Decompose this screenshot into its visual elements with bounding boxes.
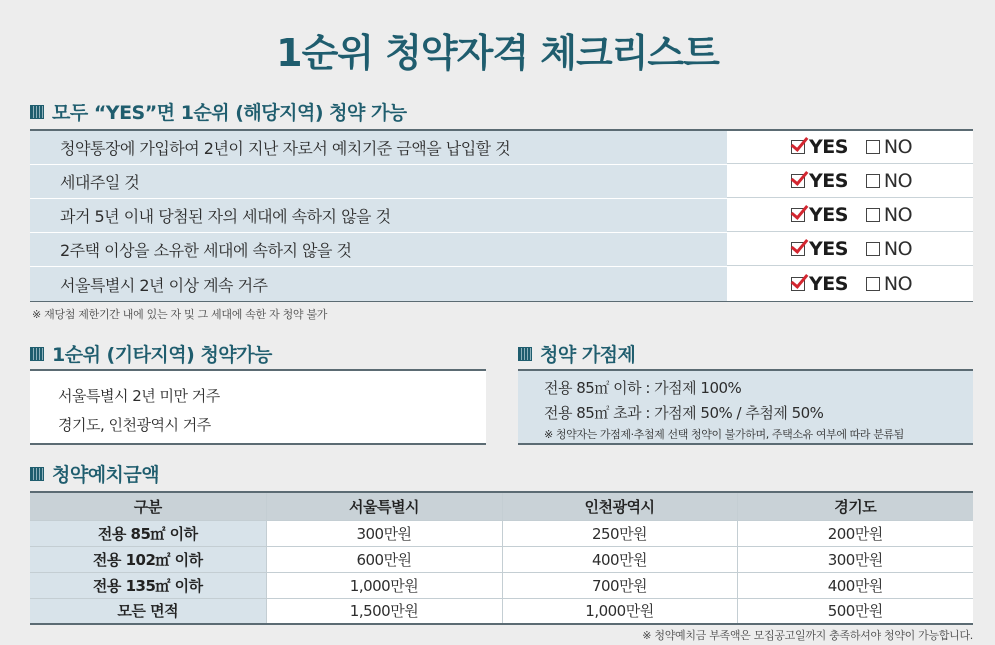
table-cell: 1,000만원 [266, 572, 502, 598]
no-checkbox-icon[interactable] [866, 208, 880, 222]
grid-square-icon [518, 347, 532, 361]
no-checkbox-icon[interactable] [866, 140, 880, 154]
checklist-row [30, 131, 973, 165]
yes-checkbox-checked-icon[interactable] [791, 277, 805, 291]
point-system-box [518, 369, 973, 445]
no-label: NO [883, 204, 913, 226]
table-cell: 200만원 [737, 520, 973, 546]
table-cell: 500만원 [737, 598, 973, 624]
row-header: 전용 102㎡ 이하 [30, 546, 266, 572]
yes-label: YES [809, 136, 848, 158]
table-cell: 1,000만원 [502, 598, 737, 624]
table-row [30, 598, 973, 624]
checklist-row [30, 199, 973, 233]
checklist-item-label: 청약통장에 가입하여 2년이 지난 자로서 예치기준 금액을 납입할 것 [30, 131, 727, 164]
yes-checkbox-checked-icon[interactable] [791, 242, 805, 256]
yes-label: YES [809, 204, 848, 226]
row-header: 전용 135㎡ 이하 [30, 572, 266, 598]
column-header: 구분 [30, 492, 266, 520]
section-heading-deposit [30, 460, 159, 487]
table-cell: 400만원 [737, 572, 973, 598]
section-heading-other-region [30, 340, 272, 367]
table-cell: 300만원 [266, 520, 502, 546]
row-header: 전용 85㎡ 이하 [30, 520, 266, 546]
checklist-answer [727, 199, 973, 232]
yes-label: YES [809, 273, 848, 295]
table-row [30, 546, 973, 572]
grid-square-icon [30, 467, 44, 481]
table-row [30, 572, 973, 598]
point-system-line: 전용 85㎡ 초과 : 가점제 50% / 추첨제 50% [544, 404, 824, 422]
table-cell: 400만원 [502, 546, 737, 572]
deposit-amount-table [30, 491, 973, 625]
no-checkbox-icon[interactable] [866, 277, 880, 291]
column-header: 경기도 [737, 492, 973, 520]
table-cell: 250만원 [502, 520, 737, 546]
table-cell: 700만원 [502, 572, 737, 598]
section-heading-point-system [518, 340, 635, 367]
checklist-answer [727, 267, 973, 301]
checklist-answer [727, 165, 973, 198]
table-cell: 300만원 [737, 546, 973, 572]
checklist-answer [727, 131, 973, 164]
no-label: NO [883, 238, 913, 260]
no-checkbox-icon[interactable] [866, 242, 880, 256]
section-heading-text: 청약예치금액 [52, 464, 160, 486]
section-heading-text: 모두 “YES”면 1순위 (해당지역) 청약 가능 [52, 102, 407, 124]
page-title: 1순위 청약자격 체크리스트 [276, 31, 719, 75]
checklist-row [30, 165, 973, 199]
row-header: 모든 면적 [30, 598, 266, 624]
yes-label: YES [809, 238, 848, 260]
yes-label: YES [809, 170, 848, 192]
other-region-box [30, 369, 486, 445]
no-label: NO [883, 170, 913, 192]
table-row [30, 520, 973, 546]
checklist-item-label: 세대주일 것 [30, 165, 727, 198]
table-header-row [30, 492, 973, 520]
checklist-answer [727, 233, 973, 266]
yes-checkbox-checked-icon[interactable] [791, 208, 805, 222]
checklist-item-label: 과거 5년 이내 당첨된 자의 세대에 속하지 않을 것 [30, 199, 727, 232]
deposit-shortfall-note: ※ 청약예치금 부족액은 모집공고일까지 충족하셔야 청약이 가능합니다. [642, 629, 973, 642]
no-checkbox-icon[interactable] [866, 174, 880, 188]
checklist-item-label: 서울특별시 2년 이상 계속 거주 [30, 267, 727, 301]
checklist-row [30, 233, 973, 267]
other-region-line: 서울특별시 2년 미만 거주 [58, 387, 220, 405]
section-heading-text: 청약 가점제 [540, 344, 636, 366]
column-header: 서울특별시 [266, 492, 502, 520]
table-cell: 1,500만원 [266, 598, 502, 624]
eligibility-checklist [30, 129, 973, 302]
point-system-line: 전용 85㎡ 이하 : 가점제 100% [544, 379, 742, 397]
rewin-restriction-note: ※ 재당첨 제한기간 내에 있는 자 및 그 세대에 속한 자 청약 불가 [32, 308, 328, 321]
no-label: NO [883, 273, 913, 295]
point-system-note: ※ 청약자는 가점제·추첨제 선택 청약이 불가하며, 주택소유 여부에 따라 분류됨 [544, 428, 904, 441]
yes-checkbox-checked-icon[interactable] [791, 174, 805, 188]
column-header: 인천광역시 [502, 492, 737, 520]
table-cell: 600만원 [266, 546, 502, 572]
other-region-line: 경기도, 인천광역시 거주 [58, 416, 211, 434]
yes-checkbox-checked-icon[interactable] [791, 140, 805, 154]
section-heading-text: 1순위 (기타지역) 청약가능 [52, 344, 272, 366]
grid-square-icon [30, 105, 44, 119]
grid-square-icon [30, 347, 44, 361]
checklist-item-label: 2주택 이상을 소유한 세대에 속하지 않을 것 [30, 233, 727, 266]
no-label: NO [883, 136, 913, 158]
checklist-row [30, 267, 973, 301]
section-heading-first-priority [30, 98, 407, 125]
